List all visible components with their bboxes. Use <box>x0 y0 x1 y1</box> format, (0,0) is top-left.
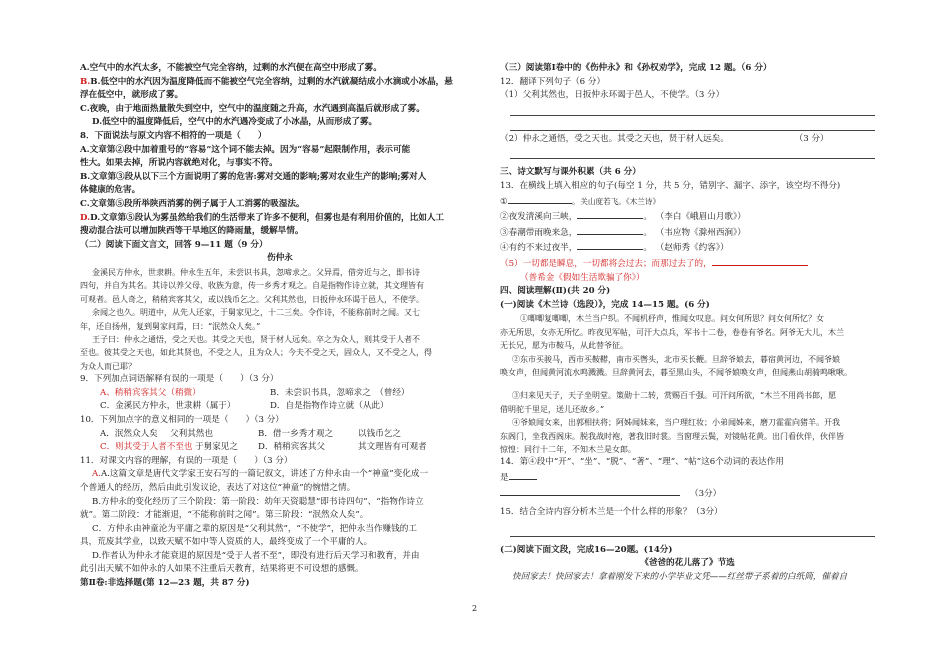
q7-option-b-text: B.低空中的水汽因为温度降低而不能被空气完全容纳，过剩的水汽就凝结成小水滴或小冰晶，悬 <box>90 76 453 87</box>
q13-item-mid: 。 <box>571 196 581 207</box>
mulan-line: 唤女声，但闻黄河流水鸣溅溅。旦辞黄河去，暮至黑山头，不闻爷娘唤女声，但闻燕山胡骑鸣啾啾。 <box>500 367 852 377</box>
right-column <box>500 62 875 585</box>
q8-option-a-cont: 性大。如果去掉，所说内容就绝对化，与事实不符。 <box>80 158 278 169</box>
q13-item-mid: 。 <box>643 227 652 238</box>
q14-score: （3分） <box>690 488 722 499</box>
q11-option-a: A.A.这篇文章是唐代文学家王安石写的一篇记叙文，讲述了方仲永由一个“神童”变化成一 <box>92 469 429 480</box>
section-2-heading: （二）阅读下面文言文，回答 9—11 题（9 分） <box>80 239 268 250</box>
q12-2 <box>500 133 875 147</box>
passage-line: 为众人而已耶？ <box>80 361 136 371</box>
q13-stem: 13．在横线上填入相应的句子(每空 1 分，共 5 分，错别字、漏字、添字，该空均不得分) <box>500 180 841 191</box>
q11-line: C．方仲永由神童沦为平庸之辈的原因是“父利其然”，“不使学”，把仲永当作赚钱的工 <box>92 523 417 534</box>
answer-line[interactable] <box>510 146 875 159</box>
q13-item-2 <box>500 209 875 225</box>
q10-option-d1: D．稍稍宾客其父 <box>258 442 326 453</box>
mulan-line: ④爷娘闻女来，出郭相扶将；阿姊闻妹来，当户理红妆；小弟闻姊来，磨刀霍霍向猪羊。开我 <box>512 418 840 428</box>
section-4-heading: 四、阅读理解(Ⅱ)(共 20 分) <box>500 286 611 297</box>
q11-line: 就”。第二阶段：才能渐退，“不能称前时之闻”。第三阶段：“泯然众人矣”。 <box>80 510 369 521</box>
mulan-line: 借明驼千里足，送儿还故乡。” <box>500 404 605 414</box>
mulan-line: ②东市买骏马，西市买鞍鞯，南市买辔头，北市买长鞭。旦辞爷娘去，暮宿黄河边，不闻爷娘 <box>512 354 840 364</box>
q7-option-d: D.低空中的温度降低后，空气中的水汽遇冷变成了小冰晶，从而形成了雾。 <box>92 117 378 128</box>
page-number: 2 <box>472 604 478 613</box>
q8-option-d-text: D.文章第⑤段认为雾虽然给我们的生活带来了许多不便利，但雾也是有利用价值的，比如人工 <box>90 212 445 223</box>
q13-item-5 <box>500 256 875 272</box>
q7-option-c: C.夜晚，由于地面热量散失到空中，空气中的温度随之升高，水汽遇到高温后就形成了雾。 <box>80 103 425 114</box>
blank-field[interactable] <box>508 194 572 204</box>
sub2-title: 《爸爸的花儿落了》节选 <box>640 558 735 569</box>
q10-option-c1: C．则其受于人者不至也 <box>100 442 193 453</box>
q13-item-1 <box>500 194 875 210</box>
q10-option-b1: B．借一乡秀才观之 <box>258 428 334 439</box>
q12-stem: 12．翻译下列句子（6 分） <box>500 76 606 87</box>
q13-item-mid: 。 <box>643 212 652 223</box>
section-3-heading: （三）阅读第Ⅰ卷中的《伤仲永》和《孙权劝学》，完成 12 题。（6 分） <box>500 63 772 73</box>
q9-row-2 <box>80 400 480 414</box>
answer-line[interactable] <box>510 118 875 131</box>
passage-line: 四句，并自为其名。其诗以养父母、收族为意，传一乡秀才观之。自是指物作诗立就，其文理皆有 <box>80 281 424 291</box>
passage-line: 至也。彼其受之天也，如此其贤也，不受之人，且为众人；今夫不受之天，固众人，又不受之人，得 <box>80 348 432 358</box>
q11-stem: 11．对课文内容的理解，有误的一项是（ ）（3 分） <box>80 455 293 466</box>
q9-option-b: B．未尝识书具，忽啼求之 （曾经） <box>270 387 410 398</box>
q8-option-c: C.文章第⑤段所举陕西消雾的例子属于人工消雾的吸湿法。 <box>80 198 305 209</box>
q13-item-tail: （李白《峨眉山月歌》） <box>659 212 746 223</box>
q11-line: D.作者认为仲永才能衰退的原因是“受于人者不至”，即没有进行后天学习和教育，并由 <box>92 550 420 561</box>
passage-line: 金溪民方仲永，世隶耕。仲永生五年，未尝识书具，忽啼求之。父异焉，借旁近与之，即书诗 <box>92 267 420 277</box>
answer-line[interactable] <box>510 103 875 116</box>
q10-stem <box>80 414 480 428</box>
q9-row-1 <box>80 387 480 401</box>
q11-line: 个普通人的经历，然后由此引发议论，表达了对这位“神童”的惋惜之情。 <box>80 482 356 493</box>
q13-item-5-source: （普希金《假如生活欺骗了你》） <box>520 272 645 283</box>
q13-item-tail: （韦应物《滁州西涧》） <box>659 227 746 238</box>
mulan-line: 惊惶：同行十二年，不知木兰是女郎。 <box>500 444 636 454</box>
q11-line: 此引出天赋不如仲永的人如果不注重后天教育，结果将更不可设想的感慨。 <box>80 564 364 575</box>
q7-option-b: B.B.低空中的水汽因为温度降低而不能被空气完全容纳，过剩的水汽就凝结成小水滴或小冰晶，悬 <box>80 76 453 87</box>
q14-answer <box>500 470 875 486</box>
q10-stem-text: 10．下列加点字的意义相同的一项是（ ）（3 分） <box>80 414 284 425</box>
passage-body <box>80 266 480 373</box>
mulan-passage <box>500 312 875 456</box>
blank-field[interactable] <box>577 225 643 235</box>
passage-line: 年，还自扬州，复到舅家问焉，曰：“泯然众人矣。” <box>80 321 261 331</box>
q11-line: B.方仲永的变化经历了三个阶段：第一阶段：幼年天资聪慧“即书诗四句”、“指物作诗立 <box>92 496 424 507</box>
q9-option-c: C．金溪民方仲永，世隶耕（属于） <box>100 401 236 412</box>
q10-row-1 <box>80 428 480 442</box>
part-2-heading: 第Ⅱ卷:非选择题(第 12—23 题，共 87 分) <box>80 578 250 589</box>
q7-option-a: A.空气中的水汽太多，不能被空气完全容纳，过剩的水汽便在高空中形成了雾。 <box>80 63 382 73</box>
mulan-line: ③归来见天子，天子坐明堂。策勋十二转，赏赐百千强。可汗问所欲，“木兰不用尚书郎，愿 <box>512 391 837 401</box>
sub2-heading: (二)阅读下面文段，完成16—20题。(14分) <box>500 544 673 555</box>
q13-item-tail: （赵师秀《约客》） <box>659 243 729 254</box>
q13-item-mid: 。 <box>643 243 652 254</box>
blank-field[interactable] <box>509 470 537 480</box>
q7-option-b-cont: 浮在低空中，就形成了雾。 <box>80 90 184 101</box>
q9-stem: 9．下列加点词语解释有误的一项是（ ）（3 分） <box>80 374 279 385</box>
mulan-line: 亦无所思，女亦无所忆。昨夜见军帖，可汗大点兵，军书十二卷，卷卷有爷名。阿爷无大儿，木兰 <box>500 327 844 337</box>
passage-title: 伤仲永 <box>267 253 293 264</box>
q9-option-a: A、稍稍宾客其父（稍微） <box>100 387 201 398</box>
q14-prefix: 是 <box>500 472 509 483</box>
q8-option-b-cont: 体健康的危害。 <box>80 185 141 196</box>
q10-option-a1: A．泯然众人矣 <box>100 428 158 439</box>
q8-stem: 8．下面说法与原文内容不相符的一项是（ ） <box>80 130 267 141</box>
q9-option-d: D．自是指物作诗立就（从此） <box>270 401 389 412</box>
mulan-spacer <box>500 379 875 389</box>
q12-2-text: （2）仲永之通悟，受之天也。其受之天也，贤于材人远矣。 <box>500 133 729 144</box>
q10-option-a2: 父利其然也 <box>170 428 213 439</box>
q15-stem: 15．结合全诗内容分析木兰是一个什么样的形象？（3分） <box>500 507 723 518</box>
q11-option-a-text: A.这篇文章是唐代文学家王安石写的一篇记叙文，讲述了方仲永由一个“神童”变化成一 <box>100 469 429 480</box>
q12-1: （1）父利其然也，日扳仲永环谒于邑人，不使学。（3 分） <box>500 90 725 101</box>
q13-item-pre: ③春潮带雨晚来急， <box>500 227 578 238</box>
q8-option-d-cont: 搜动混合法可以增加陕西等干旱地区的降雨量，缓解旱情。 <box>80 226 304 237</box>
q11-line: 具，荒废其学业，以致天赋不如中等人资质的人，最终变成了一个平庸的人。 <box>80 537 373 548</box>
q13-item-pre: ④有约不来过夜半， <box>500 243 578 254</box>
left-column <box>80 62 480 591</box>
q13-item-4 <box>500 240 875 256</box>
q14-stem: 14．第④段中“开”、“坐”、“脱”、“著”、“理”、“帖”这6个动词的表达作用 <box>500 457 784 468</box>
blank-field[interactable] <box>500 486 680 496</box>
answer-line[interactable] <box>510 524 875 537</box>
mulan-line: 无长兄，愿为市鞍马，从此替爷征。 <box>500 341 628 351</box>
q13-item-tail: 关山度若飞。《木兰诗》 <box>580 196 661 206</box>
q12-2-score: （3 分） <box>798 133 829 144</box>
q13-item-pre: ②夜发清溪向三峡， <box>500 212 578 223</box>
q10-row-2 <box>80 441 480 455</box>
q13-item-3 <box>500 225 875 241</box>
sub2-first-line: 快回家去！快回家去！拿着刚发下来的小学毕业文凭——红丝带子系着的白纸筒，催着自 <box>512 571 848 582</box>
mulan-line: 东阁门，坐我西阁床。脱我战时袍，著我旧时裳。当窗理云鬓，对镜帖花黄。出门看伙伴，伙伴皆 <box>500 431 844 441</box>
q8-option-b: B.文章第③段从以下三个方面说明了雾的危害:雾对交通的影响;雾对农业生产的影响;雾对人 <box>80 171 427 182</box>
passage-line: 余闻之也久。明道中，从先人还家，于舅家见之，十二三矣。令作诗，不能称前时之闻。又七 <box>92 308 420 318</box>
q10-option-c2: 于舅家见之 <box>195 442 238 453</box>
q13-item-pre: ① <box>500 196 508 207</box>
mulan-line: ①唧唧复唧唧，木兰当户织。不闻机杼声，惟闻女叹息。问女何所思？问女何所忆？女 <box>520 314 824 324</box>
q13-item-5-text: （5）一切都是瞬息，一切都将会过去；而那过去了的， <box>500 258 712 269</box>
blank-field[interactable] <box>712 256 808 266</box>
passage-line: 可观者。邑人奇之，稍稍宾客其父，或以钱币乞之。父利其然也，日扳仲永环谒于邑人，不使学。 <box>80 294 424 304</box>
blank-field[interactable] <box>577 240 643 250</box>
passage-line: 王子曰：仲永之通悟，受之天也。其受之天也，贤于材人远矣。卒之为众人，则其受于人者不 <box>92 334 420 344</box>
section-3b-heading: 三、诗文默写与课外积累（共 6 分） <box>500 167 641 178</box>
sub1-heading: (一)阅读《木兰诗（选段）》，完成 14—15 题。(6 分) <box>500 299 710 310</box>
q14-answer-line <box>500 486 875 502</box>
blank-field[interactable] <box>577 209 643 219</box>
q8-option-d: D.D.文章第⑤段认为雾虽然给我们的生活带来了许多不便利，但雾也是有利用价值的，比如人工 <box>80 212 445 223</box>
q10-option-d2: 其文理皆有可观者 <box>358 442 427 453</box>
q8-option-a: A.文章第②段中加着重号的“容易”这个词不能去掉。因为“容易”起限制作用，表示可能 <box>80 144 411 155</box>
q10-option-b2: 以钱币乞之 <box>358 428 401 439</box>
